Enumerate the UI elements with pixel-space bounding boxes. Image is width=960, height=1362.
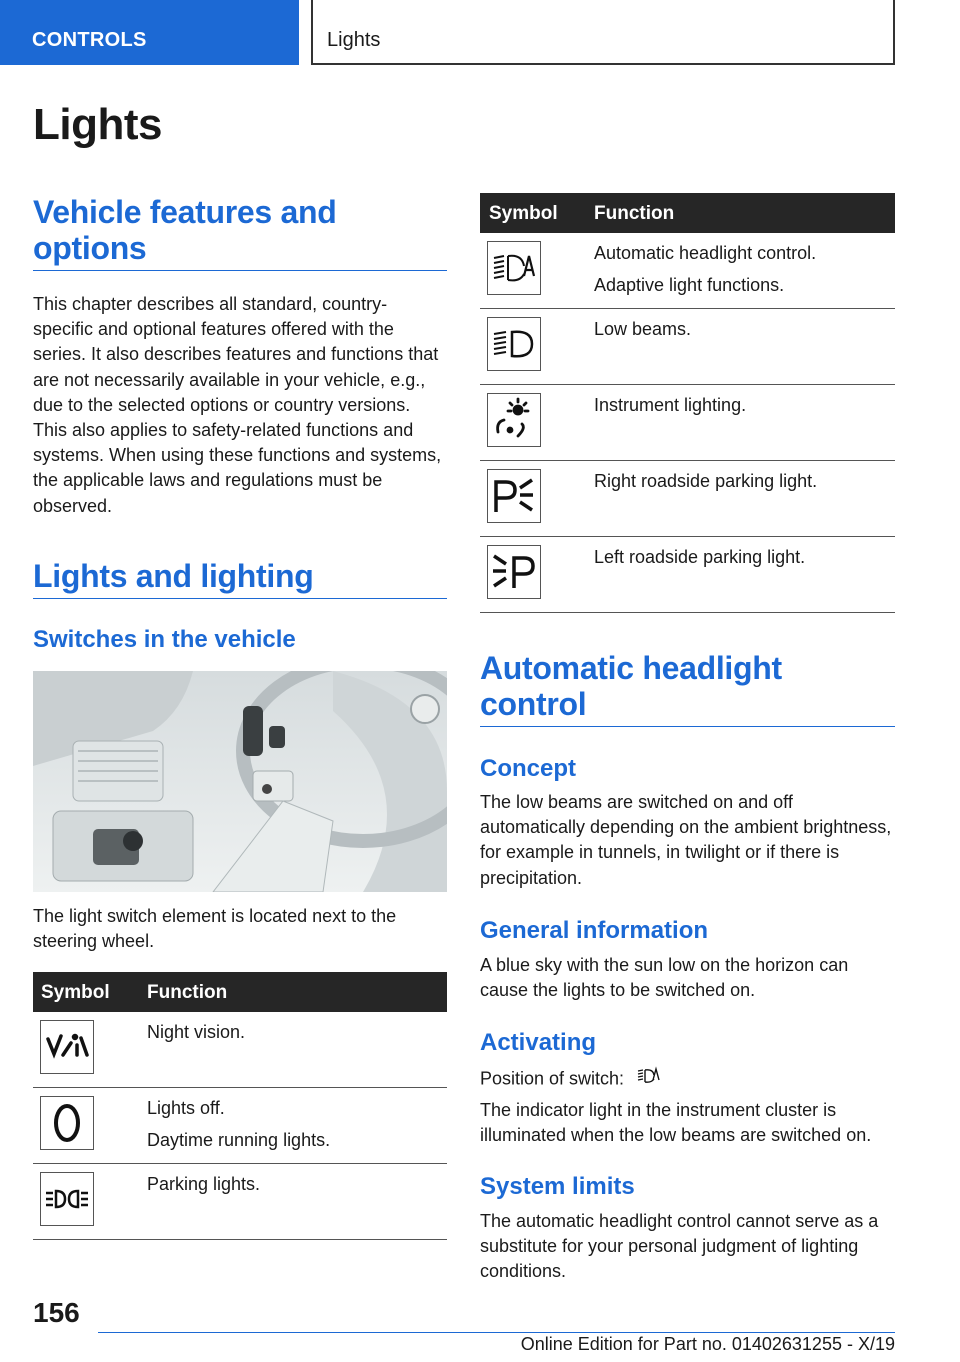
heading-concept: Concept [480,755,576,782]
right-parking-light-icon [487,469,541,523]
low-beams-icon [487,317,541,371]
heading-activating: Activating [480,1029,597,1056]
heading-auto-headlight: Automatic headlight control [480,650,782,722]
heading-switches: Switches in the vehicle [33,626,296,653]
table-row [33,1088,447,1164]
activating-position [480,1065,895,1094]
table-cell-function: Adaptive light functions. [594,275,785,295]
col-function: Function [147,982,228,1003]
table-cell-function: Instrument lighting. [594,395,747,415]
lights-off-icon [40,1096,94,1150]
section-tab: CONTROLS [0,0,299,65]
switch-caption: The light switch element is located next to the steering wheel. [33,906,397,952]
table-row [480,537,895,613]
table-row [480,233,895,309]
heading-general-info: General information [480,917,709,944]
table-row [480,309,895,385]
activating-position-text: Position of switch: [480,1068,625,1089]
parking-lights-icon [40,1172,94,1226]
limits-paragraph: The automatic headlight control cannot serve as a substitute for your personal judgment of lighting conditions. [480,1211,879,1282]
table-cell-function: Lights off. [147,1098,225,1118]
divider [33,270,447,271]
page-number: 156 [33,1297,80,1328]
instrument-lighting-icon [487,393,541,447]
table-row [33,1164,447,1240]
automatic-headlight-icon [637,1065,661,1094]
table-header [480,193,895,233]
table-row [480,385,895,461]
table-row [480,461,895,537]
heading-lights-lighting: Lights and lighting [33,558,314,594]
header-title: Lights [311,0,895,65]
table-cell-function: Parking lights. [147,1174,261,1194]
table-cell-function: Right roadside parking light. [594,471,818,491]
col-symbol: Symbol [489,203,558,224]
page-title: Lights [33,100,162,149]
right-symbol-table [480,193,895,613]
left-parking-light-icon [487,545,541,599]
table-header [33,972,447,1012]
night-vision-icon [40,1020,94,1074]
divider [33,598,447,599]
heading-system-limits: System limits [480,1173,635,1200]
divider [480,726,895,727]
left-symbol-table [33,972,447,1240]
table-cell-function: Automatic headlight control. [594,243,817,263]
general-paragraph: A blue sky with the sun low on the horizon can cause the lights to be switched on. [480,955,849,1001]
heading-vehicle-features: Vehicle features and options [33,194,337,266]
concept-paragraph: The low beams are switched on and off automatically depending on the ambient brightness, for example in tunnels, in twilight or if there is precipitation. [480,792,892,888]
col-function: Function [594,203,675,224]
features-paragraph: This chapter describes all standard, country-specific and optional features offered with the series. It also describes features and functions that are not necessarily available in your vehicle, e.g., due to the selected options or country versions. This also applies to safety-related functions and systems. When using these functions and systems, the applicable laws and regulations must be observed. [33,294,442,516]
table-cell-function: Daytime running lights. [147,1130,331,1150]
table-cell-function: Night vision. [147,1022,246,1042]
light-switch-photo [33,671,447,892]
edition-text: Online Edition for Part no. 01402631255 - X/19 [520,1334,895,1354]
automatic-headlight-icon [487,241,541,295]
table-row [33,1012,447,1088]
table-cell-function: Left roadside parking light. [594,547,806,567]
col-symbol: Symbol [41,982,110,1003]
activating-paragraph: The indicator light in the instrument cluster is illuminated when the low beams are switched on. [480,1100,872,1146]
footer-divider [98,1332,895,1333]
table-cell-function: Low beams. [594,319,692,339]
